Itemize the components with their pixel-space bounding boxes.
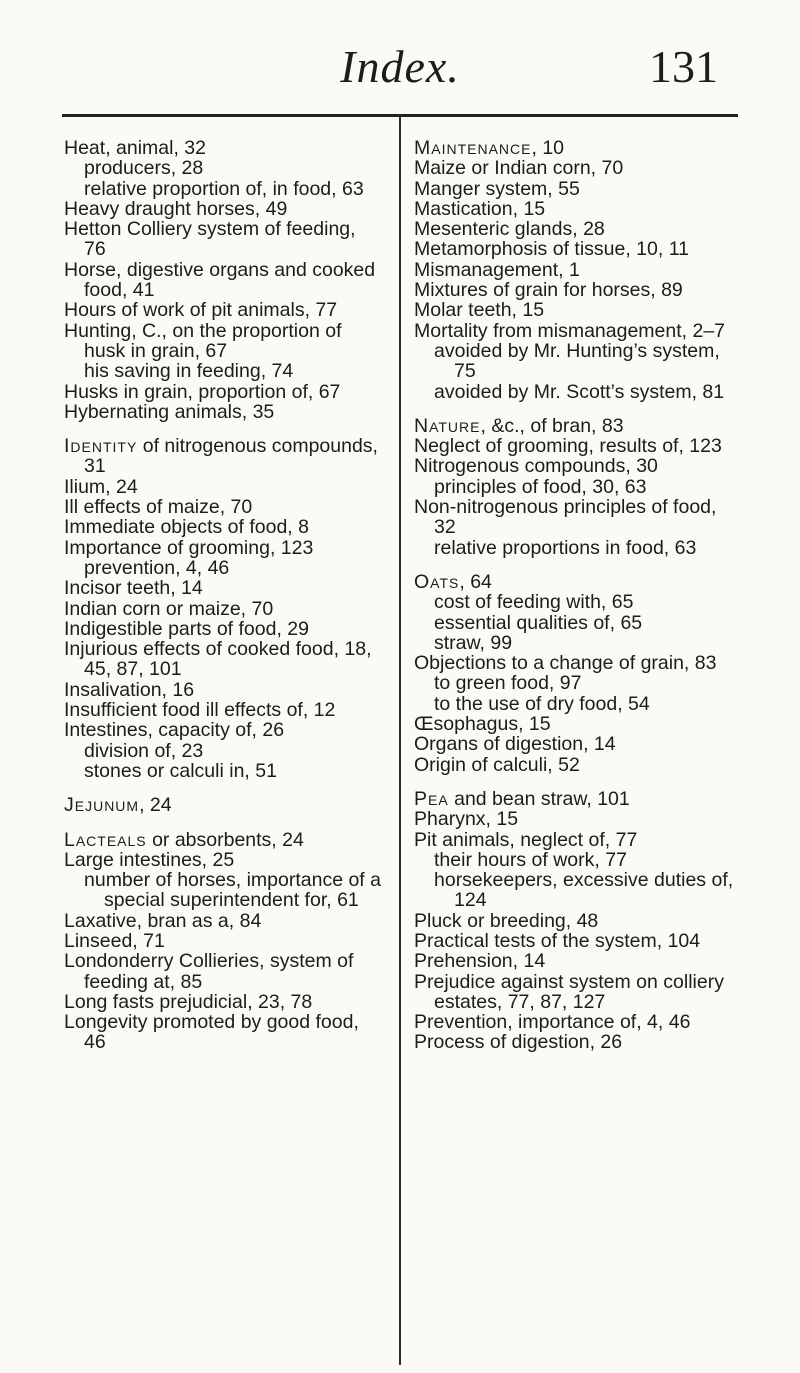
index-entry-text: or absorbents, 24 — [146, 828, 304, 851]
index-entry — [414, 158, 739, 178]
index-entry-text: stones or calculi in, 51 — [84, 759, 277, 782]
index-entry-text: cost of feeding with, 65 — [434, 591, 634, 614]
index-entry — [64, 402, 382, 422]
index-entry-text: Importance of grooming, 123 — [64, 536, 314, 559]
index-entry-text: principles of food, 30, 63 — [434, 475, 647, 498]
index-entry — [414, 138, 739, 158]
index-entry-text: Indigestible parts of food, 29 — [64, 617, 309, 640]
index-entry-text: Prejudice against system on colliery estates, 77, 87, 127 — [414, 970, 724, 1013]
index-entry-text: their hours of work, 77 — [434, 848, 627, 871]
index-entry — [64, 680, 382, 700]
page-number: 131 — [649, 41, 718, 92]
index-entry — [64, 436, 382, 477]
index-entry — [414, 179, 739, 199]
index-entry-text: avoided by Mr. Scott’s system, 81 — [434, 380, 725, 403]
index-entry-text: Ill effects of maize, 70 — [64, 496, 253, 519]
index-entry — [414, 260, 739, 280]
index-entry — [414, 321, 739, 341]
index-entry — [64, 850, 382, 870]
index-entry — [414, 830, 739, 850]
index-entry-text: Heavy draught horses, 49 — [64, 197, 288, 220]
page-title: Index. — [340, 41, 460, 92]
index-entry — [64, 720, 382, 740]
index-entry-text: , 64 — [459, 570, 492, 593]
index-entry-text: Mismanagement, 1 — [414, 258, 580, 281]
index-entry-text: Mixtures of grain for horses, 89 — [414, 279, 683, 302]
index-entry-text: Indian corn or maize, 70 — [64, 597, 274, 620]
index-entry — [64, 497, 382, 517]
index-entry-text: Intestines, capacity of, 26 — [64, 719, 285, 742]
index-entry-lead: Nature — [414, 414, 481, 437]
index-entry-text: Manger system, 55 — [414, 177, 580, 200]
index-entry-text: Husks in grain, proportion of, 67 — [64, 380, 341, 403]
index-entry-lead: Identity — [64, 435, 138, 458]
index-entry — [414, 911, 739, 931]
index-entry — [414, 456, 739, 476]
index-entry — [64, 199, 382, 219]
index-subentry — [64, 870, 382, 911]
index-entry — [64, 300, 382, 320]
index-entry-text: Long fasts prejudicial, 23, 78 — [64, 990, 313, 1013]
index-subentry — [414, 538, 739, 558]
index-entry — [64, 931, 382, 951]
index-entry — [414, 734, 739, 754]
index-entry — [414, 1032, 739, 1052]
index-column-left — [64, 138, 382, 1053]
page-header — [0, 40, 800, 100]
index-entry — [414, 199, 739, 219]
index-entry — [64, 639, 382, 680]
index-entry-text: relative proportions in food, 63 — [434, 536, 697, 559]
index-subentry — [64, 361, 382, 381]
index-entry-text: Insufficient food ill effects of, 12 — [64, 699, 336, 722]
index-entry-text: straw, 99 — [434, 631, 513, 654]
index-entry-text: Hunting, C., on the proportion of husk in grain, 67 — [64, 319, 342, 362]
index-subentry — [64, 741, 382, 761]
index-entry — [414, 755, 739, 775]
index-entry — [414, 497, 739, 538]
index-entry-text: to green food, 97 — [434, 672, 582, 695]
index-entry — [414, 416, 739, 436]
index-entry — [414, 280, 739, 300]
index-entry — [414, 972, 739, 1013]
index-entry — [414, 436, 739, 456]
index-entry — [414, 714, 739, 734]
index-entry — [64, 992, 382, 1012]
index-entry — [64, 321, 382, 362]
index-entry-text: Process of digestion, 26 — [414, 1031, 623, 1054]
index-entry — [414, 931, 739, 951]
index-subentry — [414, 341, 739, 382]
index-entry — [64, 517, 382, 537]
index-entry-text: Pharynx, 15 — [414, 808, 519, 831]
index-entry-text: Neglect of grooming, results of, 123 — [414, 435, 722, 458]
index-entry-text: , &c., of bran, 83 — [480, 414, 624, 437]
index-entry-text: Immediate objects of food, 8 — [64, 516, 309, 539]
index-entry — [414, 789, 739, 809]
index-entry-text: Practical tests of the system, 104 — [414, 929, 701, 952]
index-entry — [64, 700, 382, 720]
index-entry-text: avoided by Mr. Hunting’s system, 75 — [434, 339, 720, 383]
index-entry-text: Pluck or breeding, 48 — [414, 909, 599, 932]
index-entry-text: Hetton Colliery system of feeding, 76 — [64, 218, 356, 261]
index-subentry — [414, 673, 739, 693]
index-entry-text: Molar teeth, 15 — [414, 299, 545, 322]
index-entry-text: to the use of dry food, 54 — [434, 692, 650, 715]
index-entry-text: essential qualities of, 65 — [434, 611, 643, 634]
index-subentry — [414, 477, 739, 497]
index-entry-text: Metamorphosis of tissue, 10, 11 — [414, 238, 689, 261]
index-entry-text: Prevention, importance of, 4, 46 — [414, 1011, 691, 1034]
index-entry — [64, 219, 382, 260]
index-entry-text: Laxative, bran as a, 84 — [64, 909, 262, 932]
index-entry — [64, 599, 382, 619]
index-entry-text: Heat, animal, 32 — [64, 137, 206, 159]
index-entry — [64, 795, 382, 815]
index-entry — [64, 477, 382, 497]
index-entry — [414, 219, 739, 239]
index-entry-text: Nitrogenous compounds, 30 — [414, 455, 658, 478]
index-subentry — [414, 870, 739, 911]
index-entry-text: Incisor teeth, 14 — [64, 577, 203, 600]
index-entry-text: Longevity promoted by good food, 46 — [64, 1011, 359, 1054]
index-entry-text: his saving in feeding, 74 — [84, 360, 294, 383]
index-entry-lead: Oats — [414, 570, 460, 593]
index-entry — [414, 951, 739, 971]
index-entry-text: of nitrogenous compounds, 31 — [84, 435, 378, 478]
index-subentry — [414, 613, 739, 633]
index-entry-text: Ilium, 24 — [64, 475, 138, 498]
index-entry-text: Hybernating animals, 35 — [64, 400, 275, 423]
index-entry-lead: Lacteals — [64, 828, 147, 851]
index-entry-text: division of, 23 — [84, 739, 204, 762]
index-entry-text: Horse, digestive organs and cooked food, 41 — [64, 258, 376, 302]
index-entry-text: Origin of calculi, 52 — [414, 753, 580, 776]
index-entry-text: Londonderry Collieries, system of feeding at, 85 — [64, 950, 354, 993]
index-entry-lead: Maintenance — [414, 137, 532, 159]
index-subentry — [414, 694, 739, 714]
index-entry — [414, 809, 739, 829]
index-entry-text: , 24 — [139, 794, 172, 817]
index-entry-text: Mastication, 15 — [414, 197, 546, 220]
index-entry-lead: Pea — [414, 787, 449, 810]
index-entry — [64, 1012, 382, 1053]
index-entry-text: and bean straw, 101 — [448, 787, 630, 810]
index-entry-text: Pit animals, neglect of, 77 — [414, 828, 638, 851]
index-subentry — [414, 850, 739, 870]
index-entry-text: Prehension, 14 — [414, 950, 546, 973]
index-entry-text: Large intestines, 25 — [64, 848, 235, 871]
index-entry-text: producers, 28 — [84, 157, 204, 180]
index-subentry — [64, 558, 382, 578]
index-entry — [64, 619, 382, 639]
index-entry-text: prevention, 4, 46 — [84, 556, 230, 579]
index-entry — [414, 300, 739, 320]
index-subentry — [414, 382, 739, 402]
index-entry-text: Mortality from mismanagement, 2–7 — [414, 319, 726, 342]
index-entry-text: Mesenteric glands, 28 — [414, 218, 605, 241]
index-entry-text: Organs of digestion, 14 — [414, 733, 616, 756]
index-entry — [64, 382, 382, 402]
index-entry — [414, 653, 739, 673]
index-entry — [64, 538, 382, 558]
index-entry-lead: Jejunum — [64, 794, 140, 817]
column-divider — [399, 117, 401, 1365]
index-entry-text: horsekeepers, excessive duties of, 124 — [434, 869, 734, 912]
index-subentry — [64, 179, 382, 199]
index-subentry — [414, 633, 739, 653]
index-entry-text: Insalivation, 16 — [64, 678, 195, 701]
index-entry-text: Non-nitrogenous principles of food, 32 — [414, 496, 717, 539]
index-entry-text: Objections to a change of grain, 83 — [414, 652, 717, 675]
index-entry — [64, 911, 382, 931]
index-entry — [64, 138, 382, 158]
index-entry — [414, 239, 739, 259]
index-entry — [414, 1012, 739, 1032]
index-entry-text: relative proportion of, in food, 63 — [84, 177, 364, 200]
index-subentry — [414, 592, 739, 612]
index-entry — [64, 951, 382, 992]
index-entry-text: Injurious effects of cooked food, 18, 45, 87, 101 — [64, 638, 372, 681]
index-subentry — [64, 158, 382, 178]
index-subentry — [64, 761, 382, 781]
index-entry — [414, 572, 739, 592]
index-entry — [64, 578, 382, 598]
index-entry-text: , 10 — [531, 137, 565, 159]
index-entry — [64, 260, 382, 301]
index-entry-text: Linseed, 71 — [64, 929, 165, 952]
index-column-right — [414, 138, 739, 1053]
index-entry-text: number of horses, importance of a special superintendent for, 61 — [84, 869, 381, 912]
index-entry-text: Maize or Indian corn, 70 — [414, 157, 624, 180]
index-entry-text: Œsophagus, 15 — [414, 713, 551, 736]
index-entry — [64, 830, 382, 850]
index-entry-text: Hours of work of pit animals, 77 — [64, 299, 338, 322]
